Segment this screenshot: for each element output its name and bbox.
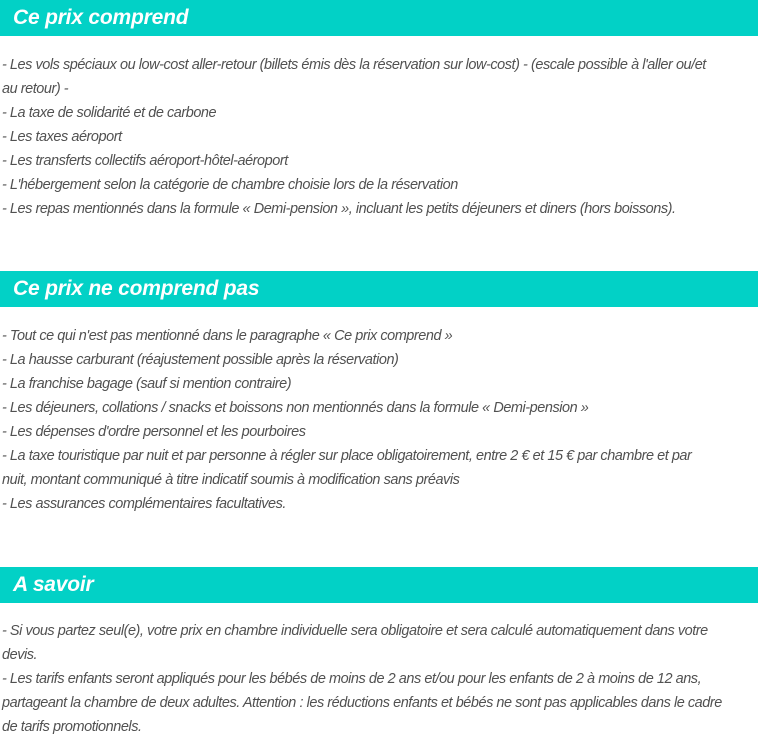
section-ce-prix-ne-comprend-pas: [0, 271, 758, 516]
text-line: - Les transferts collectifs aéroport-hôtel-aéroport: [2, 153, 288, 169]
text-line: au retour) -: [2, 81, 69, 97]
text-line: - La hausse carburant (réajustement possible après la réservation): [2, 352, 399, 368]
section-a-savoir: [0, 567, 758, 739]
text-line: nuit, montant communiqué à titre indicatif soumis à modification sans préavis: [2, 472, 460, 488]
text-line: - Tout ce qui n'est pas mentionné dans le paragraphe « Ce prix comprend »: [2, 328, 453, 344]
text-line: devis.: [2, 647, 38, 663]
text-line: - Les tarifs enfants seront appliqués pour les bébés de moins de 2 ans et/ou pour les enfants de 2 à moins de 12 ans,: [2, 671, 702, 687]
text-line: de tarifs promotionnels.: [2, 719, 142, 735]
section-title: A savoir: [13, 573, 94, 596]
text-line: - La taxe touristique par nuit et par personne à régler sur place obligatoirement, entre 2 € et 15 € par chambre et par: [2, 448, 692, 464]
text-line: - Les vols spéciaux ou low-cost aller-retour (billets émis dès la réservation sur low-cost) - (escale possible à l'aller ou/et: [2, 57, 706, 73]
text-line: - L'hébergement selon la catégorie de chambre choisie lors de la réservation: [2, 177, 458, 193]
section-header-bar: [0, 271, 758, 307]
text-line: - Les assurances complémentaires facultatives.: [2, 496, 286, 512]
section-content: [0, 307, 758, 516]
section-content: [0, 36, 758, 221]
text-line: - Les repas mentionnés dans la formule « Demi-pension », incluant les petits déjeuners et diners (hors boissons).: [2, 201, 676, 217]
text-line: - La taxe de solidarité et de carbone: [2, 105, 217, 121]
text-line: - Si vous partez seul(e), votre prix en chambre individuelle sera obligatoire et sera calculé automatiquement dans votre: [2, 623, 708, 639]
section-title: Ce prix comprend: [13, 6, 189, 29]
section-header-bar: [0, 567, 758, 603]
section-header-bar: [0, 0, 758, 36]
text-line: - Les déjeuners, collations / snacks et boissons non mentionnés dans la formule « Demi-pension »: [2, 400, 589, 416]
text-line: partageant la chambre de deux adultes. Attention : les réductions enfants et bébés ne sont pas applicables dans le cadre: [2, 695, 722, 711]
text-line: - Les dépenses d'ordre personnel et les pourboires: [2, 424, 306, 440]
text-line: - Les taxes aéroport: [2, 129, 122, 145]
section-ce-prix-comprend: [0, 0, 758, 221]
text-line: - La franchise bagage (sauf si mention contraire): [2, 376, 292, 392]
section-content: [0, 603, 758, 739]
section-title: Ce prix ne comprend pas: [13, 277, 260, 300]
